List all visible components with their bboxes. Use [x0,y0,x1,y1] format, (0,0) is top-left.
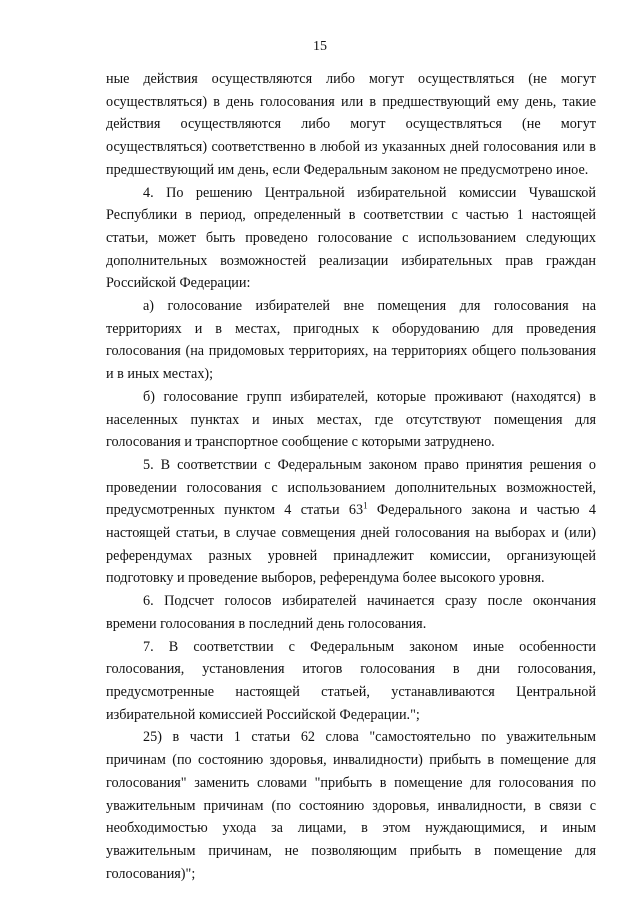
paragraph-item-4: 4. По решению Центральной избирательной комиссии Чувашской Республики в период, определенный в соответствии с частью 1 настоящей статьи, может быть проведено голосование с использованием следующих дополнительных возможностей реализации избирательных прав граждан Российской Федерации: [106,184,596,292]
paragraph-item-6: 6. Подсчет голосов избирателей начинается сразу после окончания времени голосования в последний день голосования. [106,593,596,632]
paragraph-subitem-a: а) голосование избирателей вне помещения для голосования на территориях и в местах, пригодных к оборудованию для проведения голосования (на придомовых территориях, на территориях общего пользования и в иных местах); [106,298,596,383]
page-number: 15 [313,39,327,54]
paragraph-item-5 [106,454,596,590]
document-body [106,68,596,885]
paragraph-continuation: ные действия осуществляются либо могут осуществляться (не могут осуществляться) в день голосования или в предшествующий ему день, такие действия осуществляются либо могут осуществляться (не могут осуществляться) соответственно в любой из указанных дней голосования или в предшествующий им день, если Федеральным законом не предусмотрено иное. [106,71,596,178]
paragraph-subitem-b: б) голосование групп избирателей, которые проживают (находятся) в населенных пунктах и иных местах, где отсутствуют помещения для голосования и транспортное сообщение с которыми затруднено. [106,388,596,451]
paragraph-item-7: 7. В соответствии с Федеральным законом иные особенности голосования, установления итогов голосования в дни голосования, предусмотренные настоящей статьей, устанавливаются Центральной избирательной комиссией Российской Федерации."; [106,638,596,723]
paragraph-item-5-text-before: 5. В соответствии с Федеральным законом право принятия решения о проведении голосования с использованием дополнительных возможностей, предусмотренных пунктом 4 статьи 63 [106,456,596,519]
article-superscript: 1 [363,500,368,511]
paragraph-item-5-text-after: Федерального закона и частью 4 настоящей статьи, в случае совмещения дней голосования на выборах и (или) референдумах разных уровней принадлежит комиссии, организующей подготовку и проведение выборов, референдума более высокого уровня. [106,502,597,587]
paragraph-item-25: 25) в части 1 статьи 62 слова "самостоятельно по уважительным причинам (по состоянию здоровья, инвалидности) прибыть в помещение для голосования" заменить словами "прибыть в помещение для голосования по уважительным причинам (по состоянию здоровья, инвалидности, в связи с необходимостью ухода за лицами, в этом нуждающимися, и иным уважительным причинам, не позволяющим прибыть в помещение для голосования)"; [106,729,596,882]
